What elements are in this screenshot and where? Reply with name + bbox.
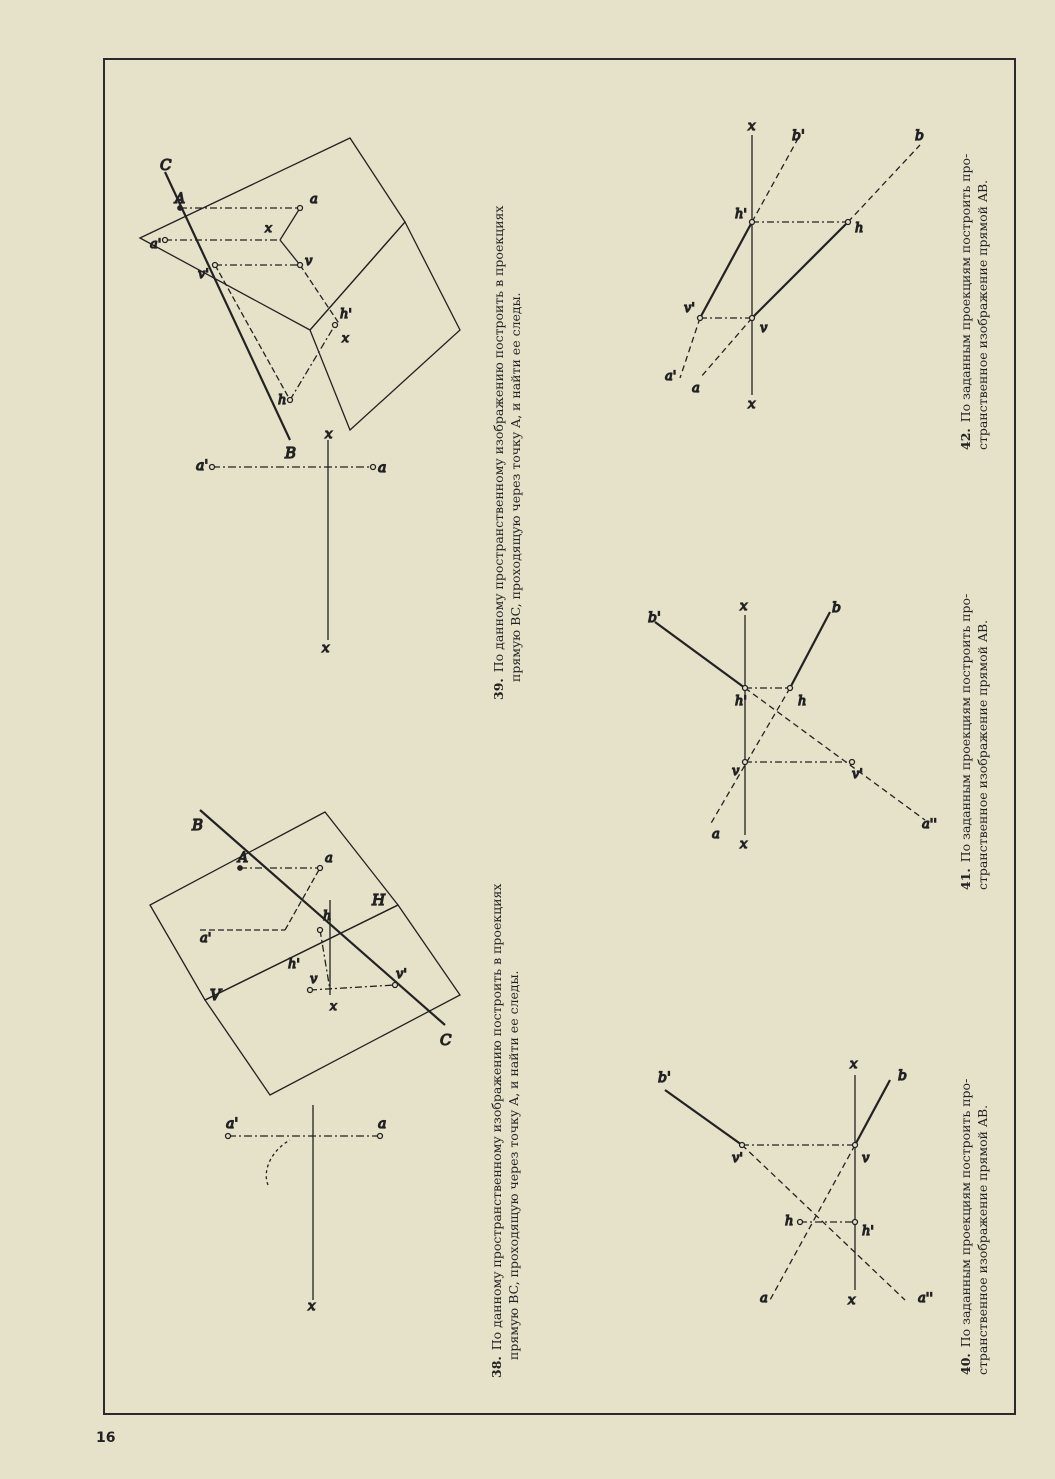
label-a-38: a bbox=[378, 1116, 387, 1132]
label-h-38: h bbox=[323, 909, 332, 924]
problem-38-number: 38. bbox=[489, 1356, 504, 1378]
problem-40-line-1: По заданным проекциям построить про- bbox=[958, 1078, 973, 1348]
label-b-40: b bbox=[898, 1068, 907, 1084]
label-A-38: A bbox=[238, 850, 249, 866]
label-v-prime-38: v' bbox=[396, 967, 407, 982]
epure-41 bbox=[655, 612, 925, 835]
label-h-39: h bbox=[278, 393, 287, 408]
problem-39-line-1: По данному пространственному изображению построить в проекциях bbox=[491, 205, 506, 673]
label-b-42: b bbox=[915, 128, 924, 144]
label-h-prime-41: h' bbox=[735, 694, 747, 709]
label-x-41b: x bbox=[740, 837, 748, 852]
problem-41-number: 41. bbox=[958, 868, 973, 890]
spatial-38 bbox=[150, 810, 460, 1095]
label-v-42: v bbox=[760, 321, 768, 336]
label-C-39: C bbox=[160, 156, 172, 174]
epure-40 bbox=[665, 1075, 905, 1300]
label-v-39: v bbox=[305, 254, 313, 269]
label-a-42: a bbox=[692, 381, 700, 396]
problem-39-line-2: прямую BC, проходящую через точку A, и найти ее следы. bbox=[508, 292, 523, 682]
problem-40-line-2: странственное изображение прямой AB. bbox=[975, 1104, 990, 1375]
label-x-40a: x bbox=[850, 1057, 858, 1072]
label-h-prime-39: h' bbox=[340, 307, 352, 322]
problem-41-line-1: По заданным проекциям построить про- bbox=[958, 593, 973, 863]
label-x-39s2: x bbox=[342, 331, 349, 345]
label-h-41: h bbox=[798, 694, 807, 709]
label-a-dprime-41: a'' bbox=[922, 817, 937, 832]
label-a-39s: a bbox=[310, 192, 318, 207]
caption-problem-41 bbox=[957, 594, 991, 890]
problem-38-line-2: прямую BC, проходящую через точку A, и найти ее следы. bbox=[506, 970, 521, 1360]
spatial-39 bbox=[140, 138, 460, 440]
label-x-42a: x bbox=[748, 119, 756, 134]
caption-problem-39 bbox=[490, 206, 524, 700]
label-b-41: b bbox=[832, 600, 841, 616]
label-C-38: C bbox=[440, 1031, 452, 1049]
label-H-38: H bbox=[372, 891, 386, 909]
label-h-40: h bbox=[785, 1214, 794, 1229]
label-B-38: B bbox=[192, 816, 204, 834]
label-v-prime-42: v' bbox=[684, 301, 695, 316]
label-a-prime-38s: a' bbox=[200, 931, 212, 946]
label-x-41a: x bbox=[740, 599, 748, 614]
label-a-prime-42: a' bbox=[665, 369, 677, 384]
label-a-38s: a bbox=[325, 851, 333, 866]
problem-41-line-2: странственное изображение прямой AB. bbox=[975, 619, 990, 890]
label-a-40: a bbox=[760, 1291, 768, 1306]
label-x-40b: x bbox=[848, 1293, 856, 1308]
label-x-38s: x bbox=[330, 999, 337, 1013]
label-B-39: B bbox=[285, 444, 297, 462]
caption-problem-40 bbox=[957, 1079, 991, 1375]
caption-problem-38 bbox=[488, 884, 522, 1378]
problem-38-line-1: По данному пространственному изображению построить в проекциях bbox=[489, 883, 504, 1351]
label-v-prime-41: v' bbox=[852, 767, 863, 782]
label-h-42: h bbox=[855, 221, 864, 236]
label-x-38: x bbox=[308, 1299, 316, 1314]
label-x-39s1: x bbox=[265, 221, 272, 235]
problem-39-number: 39. bbox=[491, 678, 506, 700]
label-v-38: v bbox=[310, 972, 318, 987]
label-a-41: a bbox=[712, 827, 720, 842]
epure-38 bbox=[226, 1105, 383, 1300]
label-x-42b: x bbox=[748, 397, 756, 412]
label-v-41: v bbox=[732, 764, 740, 779]
label-a-dprime-40: a'' bbox=[918, 1291, 933, 1306]
problem-42-line-1: По заданным проекциям построить про- bbox=[958, 153, 973, 423]
label-v-prime-39: v' bbox=[198, 267, 209, 282]
label-v-40: v bbox=[862, 1151, 870, 1166]
label-b-prime-40: b' bbox=[658, 1070, 671, 1086]
label-h-prime-40: h' bbox=[862, 1224, 874, 1239]
problem-40-number: 40. bbox=[958, 1353, 973, 1375]
label-b-prime-42: b' bbox=[792, 128, 805, 144]
label-h-prime-38: h' bbox=[288, 957, 300, 972]
epure-39 bbox=[210, 440, 376, 640]
caption-problem-42 bbox=[957, 154, 991, 450]
label-a-prime-38: a' bbox=[226, 1116, 239, 1132]
label-h-prime-42: h' bbox=[735, 207, 747, 222]
label-x-39b: x bbox=[322, 641, 330, 656]
label-a-prime-39: a' bbox=[196, 458, 209, 474]
page-number: 16 bbox=[96, 1430, 116, 1446]
label-b-prime-41: b' bbox=[648, 610, 661, 626]
label-a-39: a bbox=[378, 460, 387, 476]
label-x-39a: x bbox=[325, 427, 333, 442]
label-A-39: A bbox=[175, 191, 186, 207]
problem-42-line-2: странственное изображение прямой AB. bbox=[975, 179, 990, 450]
label-V-38: V bbox=[210, 986, 221, 1004]
problem-42-number: 42. bbox=[958, 428, 973, 450]
label-v-prime-40: v' bbox=[732, 1151, 743, 1166]
label-a-prime-39s: a' bbox=[150, 237, 162, 252]
epure-42 bbox=[680, 135, 920, 395]
